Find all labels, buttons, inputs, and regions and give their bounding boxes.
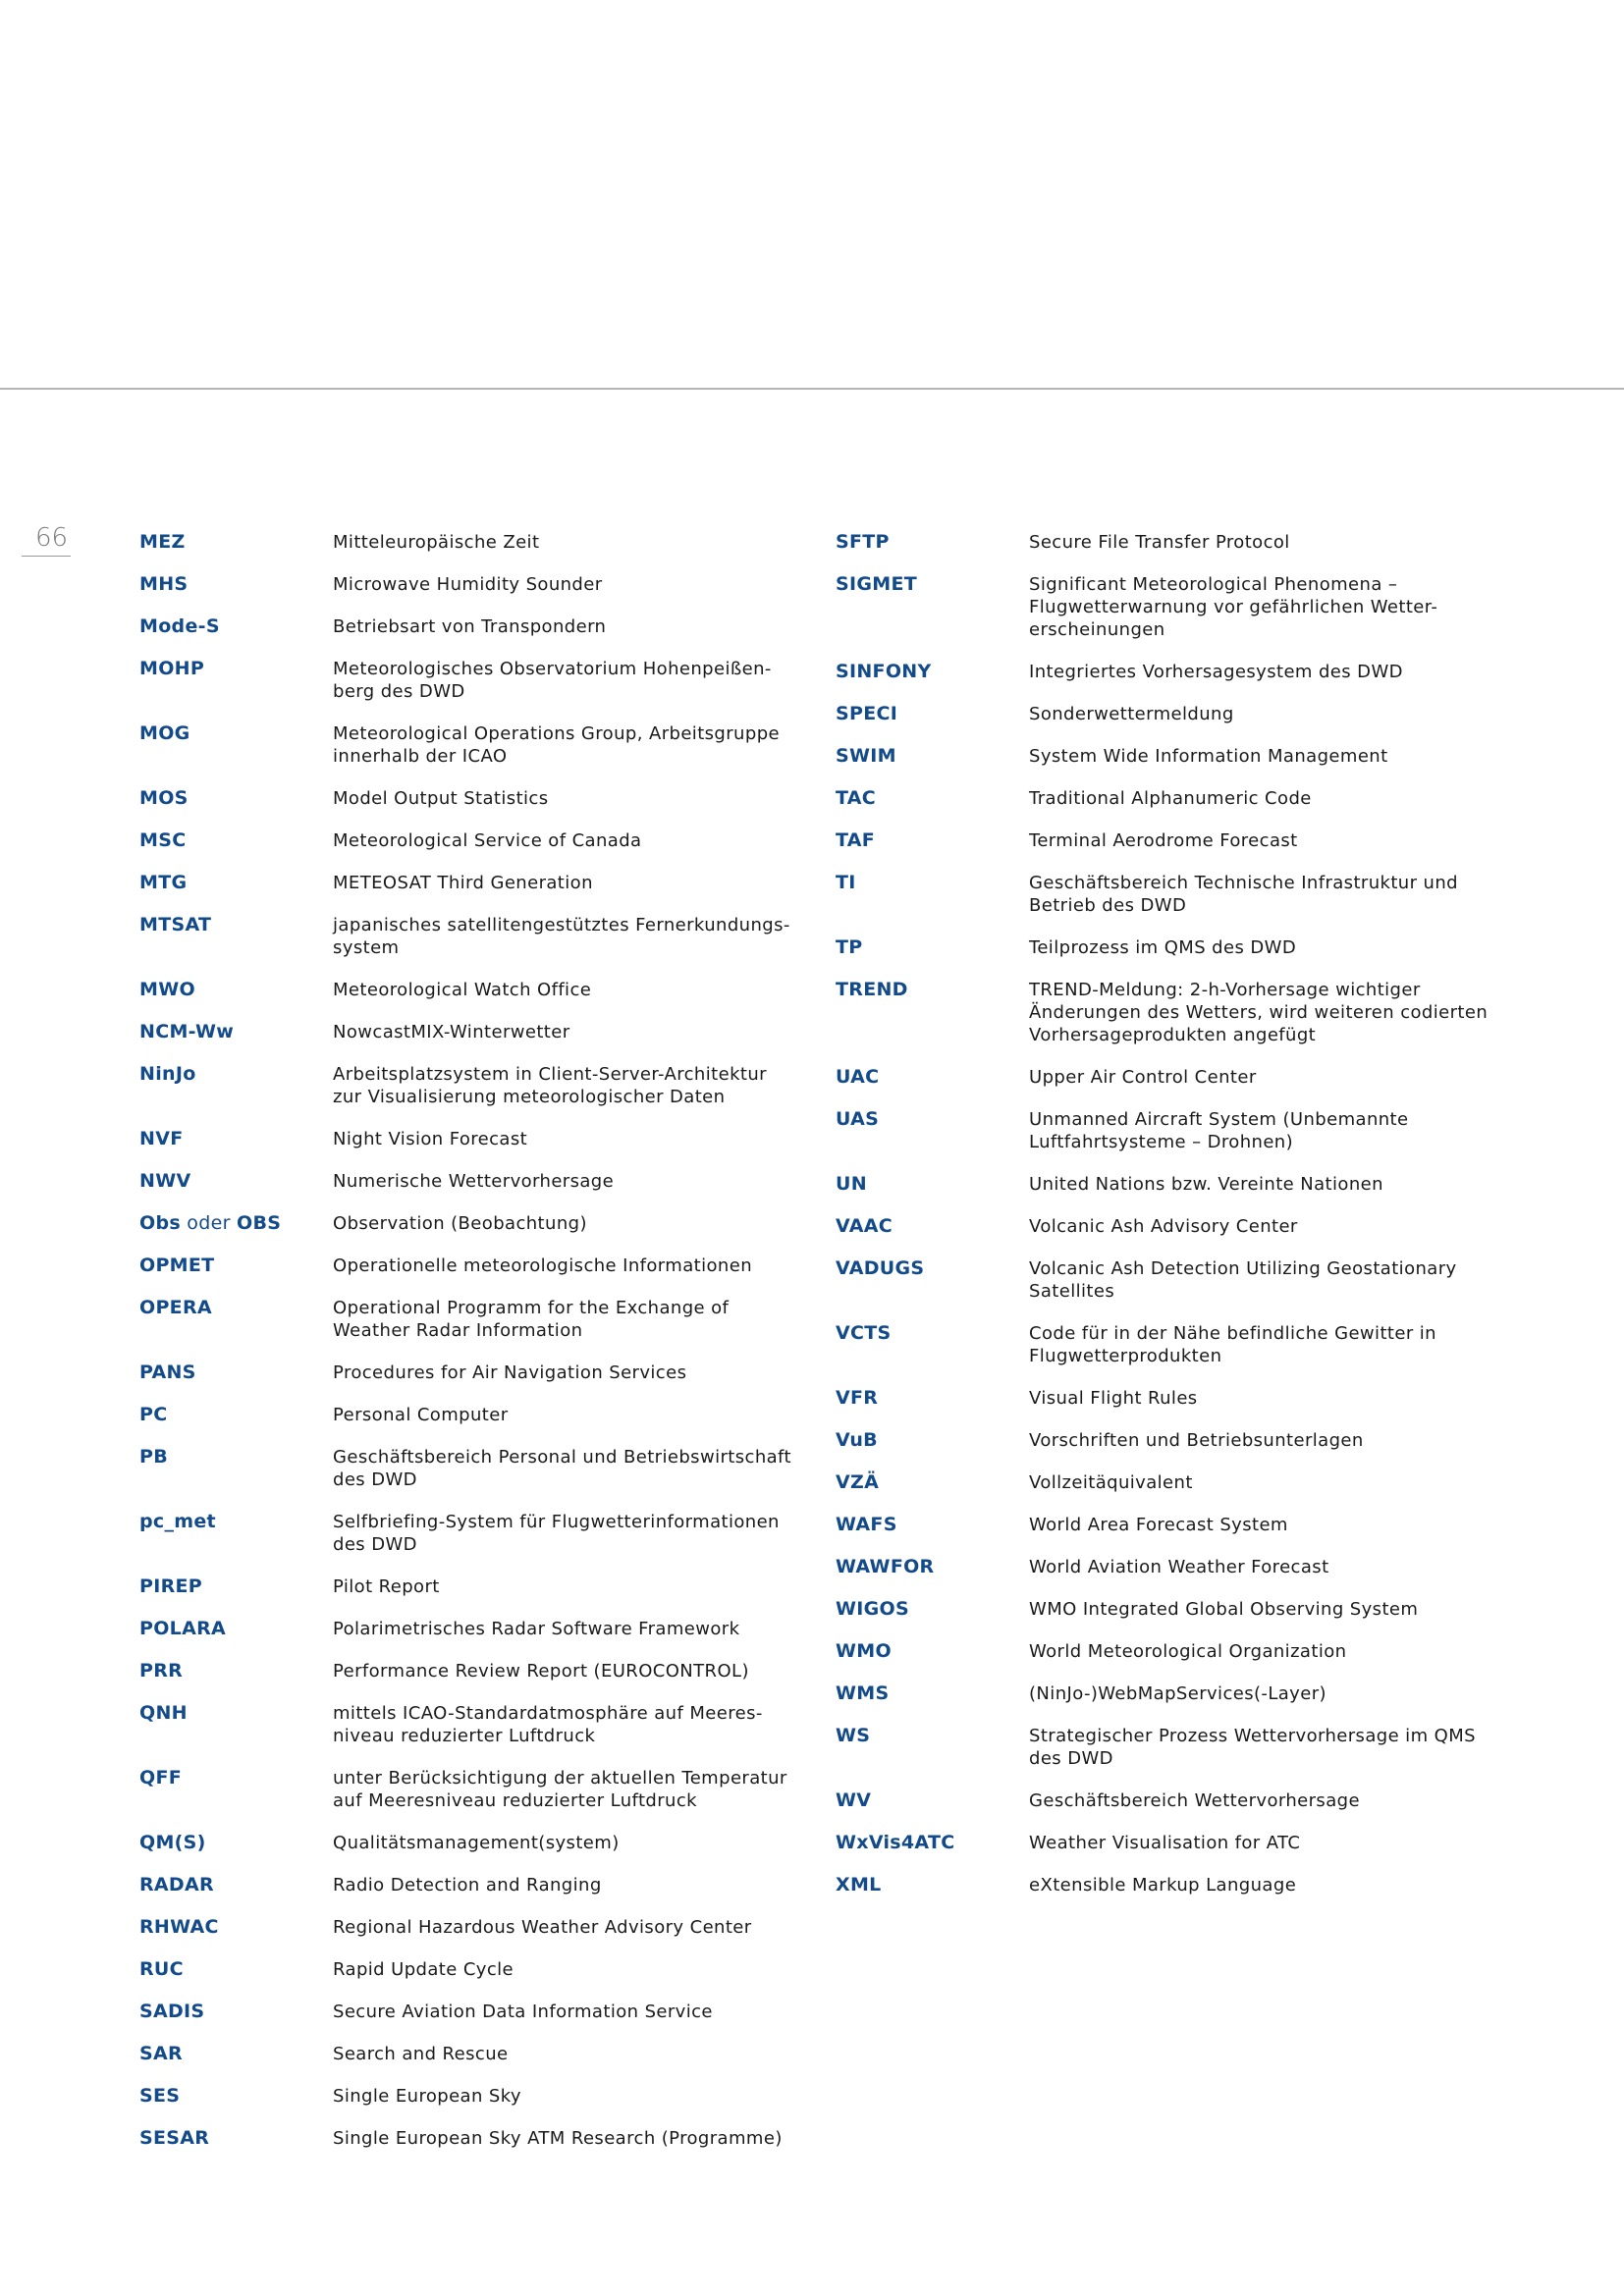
glossary-definition: Volcanic Ash Detection Utilizing Geostationary Satellites: [1029, 1258, 1457, 1302]
glossary-definition: Meteorological Watch Office: [333, 980, 592, 1000]
abbreviation-text: TAF: [836, 829, 876, 851]
glossary-definition: Microwave Humidity Sounder: [333, 574, 603, 595]
glossary-definition: unter Berücksichtigung der aktuellen Temperatur auf Meeresniveau reduzierter Luftdruck: [333, 1768, 787, 1811]
glossary-entry: [139, 2085, 827, 2108]
glossary-entry: [139, 914, 827, 959]
glossary-entry: [836, 1173, 1523, 1196]
glossary-entry: [836, 872, 1523, 917]
glossary-abbreviation: [836, 1387, 1029, 1410]
glossary-abbreviation: [836, 1682, 1029, 1705]
glossary-definition: System Wide Information Management: [1029, 746, 1388, 767]
glossary-entry: [836, 1598, 1523, 1621]
glossary-abbreviation: [139, 979, 333, 1001]
glossary-abbreviation: [139, 1916, 333, 1939]
glossary-entry: [836, 1640, 1523, 1663]
glossary-abbreviation: [139, 1660, 333, 1682]
glossary-definition: Strategischer Prozess Wettervorhersage im QMS des DWD: [1029, 1726, 1476, 1769]
glossary-definition: WMO Integrated Global Observing System: [1029, 1599, 1419, 1620]
abbreviation-text: SES: [139, 2085, 181, 2107]
abbreviation-text: SWIM: [836, 745, 896, 767]
glossary-entry: [139, 1297, 827, 1342]
glossary-abbreviation: [139, 1128, 333, 1150]
glossary-entry: [836, 1556, 1523, 1578]
glossary-definition: Personal Computer: [333, 1405, 509, 1425]
glossary-abbreviation: [139, 2085, 333, 2108]
abbreviation-text: NCM-Ww: [139, 1021, 235, 1042]
glossary-definition: Arbeitsplatzsystem in Client-Server-Architektur zur Visualisierung meteorologischer Daten: [333, 1064, 767, 1107]
glossary-definition: Performance Review Report (EUROCONTROL): [333, 1661, 749, 1682]
glossary-entry: [139, 1702, 827, 1747]
glossary-entry: [139, 829, 827, 852]
page-number: 66: [35, 523, 69, 553]
glossary-abbreviation: [836, 1789, 1029, 1812]
glossary-abbreviation: [139, 1021, 333, 1043]
abbreviation-text: UAS: [836, 1108, 880, 1130]
abbreviation-text: WxVis4ATC: [836, 1832, 955, 1853]
glossary-definition: Search and Rescue: [333, 2044, 509, 2064]
glossary-abbreviation: [139, 2043, 333, 2065]
glossary-definition: Single European Sky ATM Research (Programme): [333, 2128, 783, 2149]
glossary-abbreviation: [139, 1212, 333, 1235]
glossary-abbreviation: [139, 1874, 333, 1896]
glossary-definition: Upper Air Control Center: [1029, 1067, 1257, 1088]
glossary-definition: Integriertes Vorhersagesystem des DWD: [1029, 662, 1403, 682]
abbreviation-text: MHS: [139, 573, 189, 595]
glossary-entry: [139, 658, 827, 703]
glossary-abbreviation: [139, 1446, 333, 1468]
glossary-definition: Traditional Alphanumeric Code: [1029, 788, 1312, 809]
glossary-abbreviation: [139, 1832, 333, 1854]
glossary-entry: [139, 1362, 827, 1384]
glossary-entry: [836, 1514, 1523, 1536]
abbreviation-text: MTG: [139, 872, 188, 893]
abbreviation-text: NWV: [139, 1170, 191, 1192]
abbreviation-text: TREND: [836, 979, 908, 1000]
glossary-abbreviation: [139, 914, 333, 936]
glossary-definition: Radio Detection and Ranging: [333, 1875, 602, 1896]
glossary-entry: [836, 1108, 1523, 1153]
glossary-abbreviation: [139, 1618, 333, 1640]
glossary-definition: Meteorological Operations Group, Arbeitsgruppe innerhalb der ICAO: [333, 723, 780, 767]
glossary-entry: [139, 1618, 827, 1640]
abbreviation-text: WIGOS: [836, 1598, 909, 1620]
abbreviation-text: VADUGS: [836, 1257, 925, 1279]
glossary-entry: [139, 1021, 827, 1043]
glossary-entry: [139, 1511, 827, 1556]
glossary-entry: [139, 1170, 827, 1193]
page-number-underline: [22, 556, 71, 557]
glossary-abbreviation: [836, 1514, 1029, 1536]
glossary-abbreviation: [836, 1874, 1029, 1896]
header-divider: [0, 388, 1624, 390]
glossary-entry: [139, 787, 827, 810]
glossary-entry: [836, 531, 1523, 554]
glossary-entry: [139, 979, 827, 1001]
glossary-abbreviation: [139, 787, 333, 810]
glossary-definition: Geschäftsbereich Technische Infrastruktur und Betrieb des DWD: [1029, 873, 1458, 916]
glossary-entry: [139, 531, 827, 554]
glossary-entry: [836, 1874, 1523, 1896]
glossary-definition: Operational Programm for the Exchange of Weather Radar Information: [333, 1298, 730, 1341]
glossary-entry: [139, 615, 827, 638]
glossary-entry: [836, 1429, 1523, 1452]
glossary-entry: [836, 787, 1523, 810]
glossary-abbreviation: [139, 1362, 333, 1384]
glossary-abbreviation: [139, 1297, 333, 1319]
abbreviation-text: SADIS: [139, 2001, 205, 2022]
glossary-entry: [836, 1725, 1523, 1770]
glossary-abbreviation: [139, 1063, 333, 1086]
glossary-definition: Geschäftsbereich Wettervorhersage: [1029, 1790, 1360, 1811]
abbreviation-text: PIREP: [139, 1575, 203, 1597]
glossary-abbreviation: [836, 1215, 1029, 1238]
glossary-abbreviation: [836, 1108, 1029, 1131]
glossary-entry: [836, 1789, 1523, 1812]
abbreviation-text: WMO: [836, 1640, 892, 1662]
abbreviation-text: TI: [836, 872, 856, 893]
abbreviation-text: WAFS: [836, 1514, 897, 1535]
glossary-abbreviation: [836, 1832, 1029, 1854]
abbreviation-text: WV: [836, 1789, 872, 1811]
glossary-abbreviation: [139, 2001, 333, 2023]
glossary-abbreviation: [139, 722, 333, 745]
glossary-definition: Regional Hazardous Weather Advisory Center: [333, 1917, 752, 1938]
abbreviation-text: MWO: [139, 979, 195, 1000]
glossary-abbreviation: [836, 829, 1029, 852]
glossary-definition: Rapid Update Cycle: [333, 1959, 514, 1980]
glossary-definition: TREND-Meldung: 2-h-Vorhersage wichtiger Änderungen des Wetters, wird weiteren codierten Vorhersageprodukten angefügt: [1029, 980, 1489, 1045]
glossary-entry: [836, 936, 1523, 959]
glossary-abbreviation: [836, 1556, 1029, 1578]
glossary-definition: Terminal Aerodrome Forecast: [1029, 830, 1298, 851]
glossary-entry: [139, 1958, 827, 1981]
glossary-abbreviation: [139, 2127, 333, 2150]
abbreviation-text: pc_met: [139, 1511, 216, 1532]
abbreviation-text: Mode-S: [139, 615, 220, 637]
abbreviation-text: PRR: [139, 1660, 184, 1682]
glossary-abbreviation: [836, 1429, 1029, 1452]
abbreviation-text: TP: [836, 936, 863, 958]
abbreviation-text: PC: [139, 1404, 168, 1425]
glossary-definition: METEOSAT Third Generation: [333, 873, 593, 893]
abbreviation-text: SIGMET: [836, 573, 917, 595]
glossary-definition: Weather Visualisation for ATC: [1029, 1833, 1301, 1853]
glossary-abbreviation: [836, 745, 1029, 768]
abbreviation-text: WMS: [836, 1682, 890, 1704]
glossary-abbreviation: [139, 531, 333, 554]
abbreviation-text: PANS: [139, 1362, 196, 1383]
glossary-abbreviation: [139, 1575, 333, 1598]
glossary-abbreviation: [139, 829, 333, 852]
glossary-definition: Volcanic Ash Advisory Center: [1029, 1216, 1298, 1237]
glossary-abbreviation: [836, 1257, 1029, 1280]
glossary-definition: Model Output Statistics: [333, 788, 549, 809]
glossary-definition: (NinJo-)WebMapServices(-Layer): [1029, 1683, 1326, 1704]
glossary-entry: [836, 1387, 1523, 1410]
glossary-entry: [139, 1832, 827, 1854]
abbreviation-text: RUC: [139, 1958, 184, 1980]
glossary-entry: [139, 1255, 827, 1277]
glossary-abbreviation: [836, 531, 1029, 554]
glossary-definition: Code für in der Nähe befindliche Gewitter in Flugwetterprodukten: [1029, 1323, 1436, 1366]
glossary-entry: [139, 1575, 827, 1598]
glossary-entry: [139, 1874, 827, 1896]
abbreviation-text: WS: [836, 1725, 871, 1746]
glossary-entry: [836, 979, 1523, 1046]
abbreviation-text: SESAR: [139, 2127, 210, 2149]
glossary-definition: Secure File Transfer Protocol: [1029, 532, 1290, 553]
abbreviation-text: SINFONY: [836, 661, 932, 682]
abbreviation-text: VuB: [836, 1429, 878, 1451]
glossary-definition: Unmanned Aircraft System (Unbemannte Luftfahrtsysteme – Drohnen): [1029, 1109, 1409, 1152]
glossary-definition: Polarimetrisches Radar Software Framework: [333, 1619, 740, 1639]
glossary-entry: [139, 2127, 827, 2150]
glossary-definition: Pilot Report: [333, 1576, 440, 1597]
glossary-entry: [836, 1471, 1523, 1494]
glossary-abbreviation: [139, 573, 333, 596]
glossary-definition: Qualitätsmanagement(system): [333, 1833, 620, 1853]
glossary-definition: Night Vision Forecast: [333, 1129, 528, 1149]
abbreviation-text: WAWFOR: [836, 1556, 935, 1577]
glossary-entry: [139, 1446, 827, 1491]
glossary-entry: [836, 1832, 1523, 1854]
glossary-abbreviation: [139, 1170, 333, 1193]
abbreviation-text: POLARA: [139, 1618, 227, 1639]
glossary-entry: [836, 829, 1523, 852]
glossary-abbreviation: [836, 872, 1029, 894]
glossary-definition: mittels ICAO-Standardatmosphäre auf Meeres- niveau reduzierter Luftdruck: [333, 1703, 763, 1746]
glossary-definition: Meteorologisches Observatorium Hohenpeißen- berg des DWD: [333, 659, 772, 702]
glossary-entry: [836, 703, 1523, 725]
glossary-abbreviation: [836, 1173, 1029, 1196]
abbreviation-text: VZÄ: [836, 1471, 880, 1493]
glossary-definition: japanisches satellitengestütztes Fernerkundungs- system: [333, 915, 790, 958]
glossary-entry: [139, 1916, 827, 1939]
glossary-abbreviation: [139, 1958, 333, 1981]
glossary-entry: [139, 872, 827, 894]
abbreviation-text: PB: [139, 1446, 169, 1468]
glossary-abbreviation: [836, 1640, 1029, 1663]
abbreviation-text: OPERA: [139, 1297, 212, 1318]
glossary-abbreviation: [139, 658, 333, 680]
abbreviation-text: RADAR: [139, 1874, 214, 1896]
glossary-definition: Procedures for Air Navigation Services: [333, 1362, 687, 1383]
glossary-entry: [139, 1128, 827, 1150]
abbreviation-text: SFTP: [836, 531, 890, 553]
glossary-abbreviation: [836, 1066, 1029, 1089]
glossary-entry: [836, 745, 1523, 768]
glossary-entry: [836, 1215, 1523, 1238]
glossary-entry: [139, 1660, 827, 1682]
abbreviation-text: MOG: [139, 722, 190, 744]
glossary-abbreviation: [836, 661, 1029, 683]
glossary-definition: Secure Aviation Data Information Service: [333, 2002, 713, 2022]
abbreviation-connector: oder: [180, 1212, 238, 1234]
glossary-right-column: [836, 531, 1523, 1916]
glossary-definition: Operationelle meteorologische Informationen: [333, 1255, 753, 1276]
abbreviation-text: TAC: [836, 787, 877, 809]
glossary-definition: Vorschriften und Betriebsunterlagen: [1029, 1430, 1364, 1451]
glossary-definition: Significant Meteorological Phenomena – Flugwetterwarnung vor gefährlichen Wetter- erscheinungen: [1029, 574, 1438, 640]
abbreviation-text: VAAC: [836, 1215, 893, 1237]
abbreviation-text: VFR: [836, 1387, 879, 1409]
glossary-definition: Numerische Wettervorhersage: [333, 1171, 615, 1192]
glossary-entry: [139, 573, 827, 596]
glossary-abbreviation: [836, 573, 1029, 596]
abbreviation-text: QNH: [139, 1702, 188, 1724]
abbreviation-text: NVF: [139, 1128, 184, 1149]
abbreviation-text: VCTS: [836, 1322, 892, 1344]
glossary-definition: eXtensible Markup Language: [1029, 1875, 1297, 1896]
glossary-definition: World Area Forecast System: [1029, 1515, 1288, 1535]
glossary-entry: [139, 1212, 827, 1235]
glossary-definition: Visual Flight Rules: [1029, 1388, 1198, 1409]
glossary-abbreviation: [139, 1702, 333, 1725]
glossary-abbreviation: [139, 1404, 333, 1426]
abbreviation-text: MOHP: [139, 658, 205, 679]
glossary-definition: Mitteleuropäische Zeit: [333, 532, 540, 553]
abbreviation-text: MTSAT: [139, 914, 212, 935]
abbreviation-text: QM(S): [139, 1832, 206, 1853]
glossary-definition: Geschäftsbereich Personal und Betriebswirtschaft des DWD: [333, 1447, 791, 1490]
glossary-definition: United Nations bzw. Vereinte Nationen: [1029, 1174, 1383, 1195]
abbreviation-alt-text: OBS: [237, 1212, 282, 1234]
glossary-abbreviation: [836, 703, 1029, 725]
glossary-entry: [836, 1257, 1523, 1303]
glossary-abbreviation: [836, 1725, 1029, 1747]
abbreviation-text: UAC: [836, 1066, 880, 1088]
abbreviation-text: MSC: [139, 829, 187, 851]
glossary-entry: [836, 1682, 1523, 1705]
abbreviation-text: Obs: [139, 1212, 181, 1234]
abbreviation-text: MOS: [139, 787, 189, 809]
glossary-definition: Teilprozess im QMS des DWD: [1029, 937, 1297, 958]
glossary-entry: [139, 2043, 827, 2065]
glossary-abbreviation: [139, 615, 333, 638]
glossary-entry: [139, 2001, 827, 2023]
glossary-abbreviation: [836, 1598, 1029, 1621]
glossary-abbreviation: [836, 979, 1029, 1001]
glossary-definition: Observation (Beobachtung): [333, 1213, 587, 1234]
glossary-abbreviation: [836, 1322, 1029, 1345]
glossary-definition: Meteorological Service of Canada: [333, 830, 642, 851]
glossary-abbreviation: [139, 1255, 333, 1277]
glossary-definition: Sonderwettermeldung: [1029, 704, 1234, 724]
abbreviation-text: RHWAC: [139, 1916, 219, 1938]
glossary-entry: [836, 573, 1523, 641]
abbreviation-text: SAR: [139, 2043, 183, 2064]
glossary-abbreviation: [139, 1511, 333, 1533]
glossary-definition: Single European Sky: [333, 2086, 521, 2107]
glossary-abbreviation: [836, 936, 1029, 959]
glossary-entry: [139, 722, 827, 768]
glossary-entry: [836, 1066, 1523, 1089]
glossary-abbreviation: [836, 1471, 1029, 1494]
glossary-abbreviation: [139, 872, 333, 894]
glossary-entry: [836, 661, 1523, 683]
glossary-abbreviation: [139, 1767, 333, 1789]
glossary-entry: [139, 1767, 827, 1812]
abbreviation-text: NinJo: [139, 1063, 196, 1085]
glossary-definition: Betriebsart von Transpondern: [333, 616, 607, 637]
glossary-left-column: [139, 531, 827, 2169]
abbreviation-text: MEZ: [139, 531, 186, 553]
glossary-entry: [139, 1063, 827, 1108]
glossary-definition: World Meteorological Organization: [1029, 1641, 1347, 1662]
glossary-definition: NowcastMIX-Winterwetter: [333, 1022, 570, 1042]
abbreviation-text: XML: [836, 1874, 882, 1896]
glossary-abbreviation: [836, 787, 1029, 810]
glossary-definition: World Aviation Weather Forecast: [1029, 1557, 1329, 1577]
glossary-definition: Vollzeitäquivalent: [1029, 1472, 1193, 1493]
abbreviation-text: SPECI: [836, 703, 898, 724]
abbreviation-text: UN: [836, 1173, 867, 1195]
glossary-entry: [836, 1322, 1523, 1367]
abbreviation-text: QFF: [139, 1767, 183, 1789]
glossary-entry: [139, 1404, 827, 1426]
abbreviation-text: OPMET: [139, 1255, 215, 1276]
glossary-definition: Selfbriefing-System für Flugwetterinformationen des DWD: [333, 1512, 780, 1555]
